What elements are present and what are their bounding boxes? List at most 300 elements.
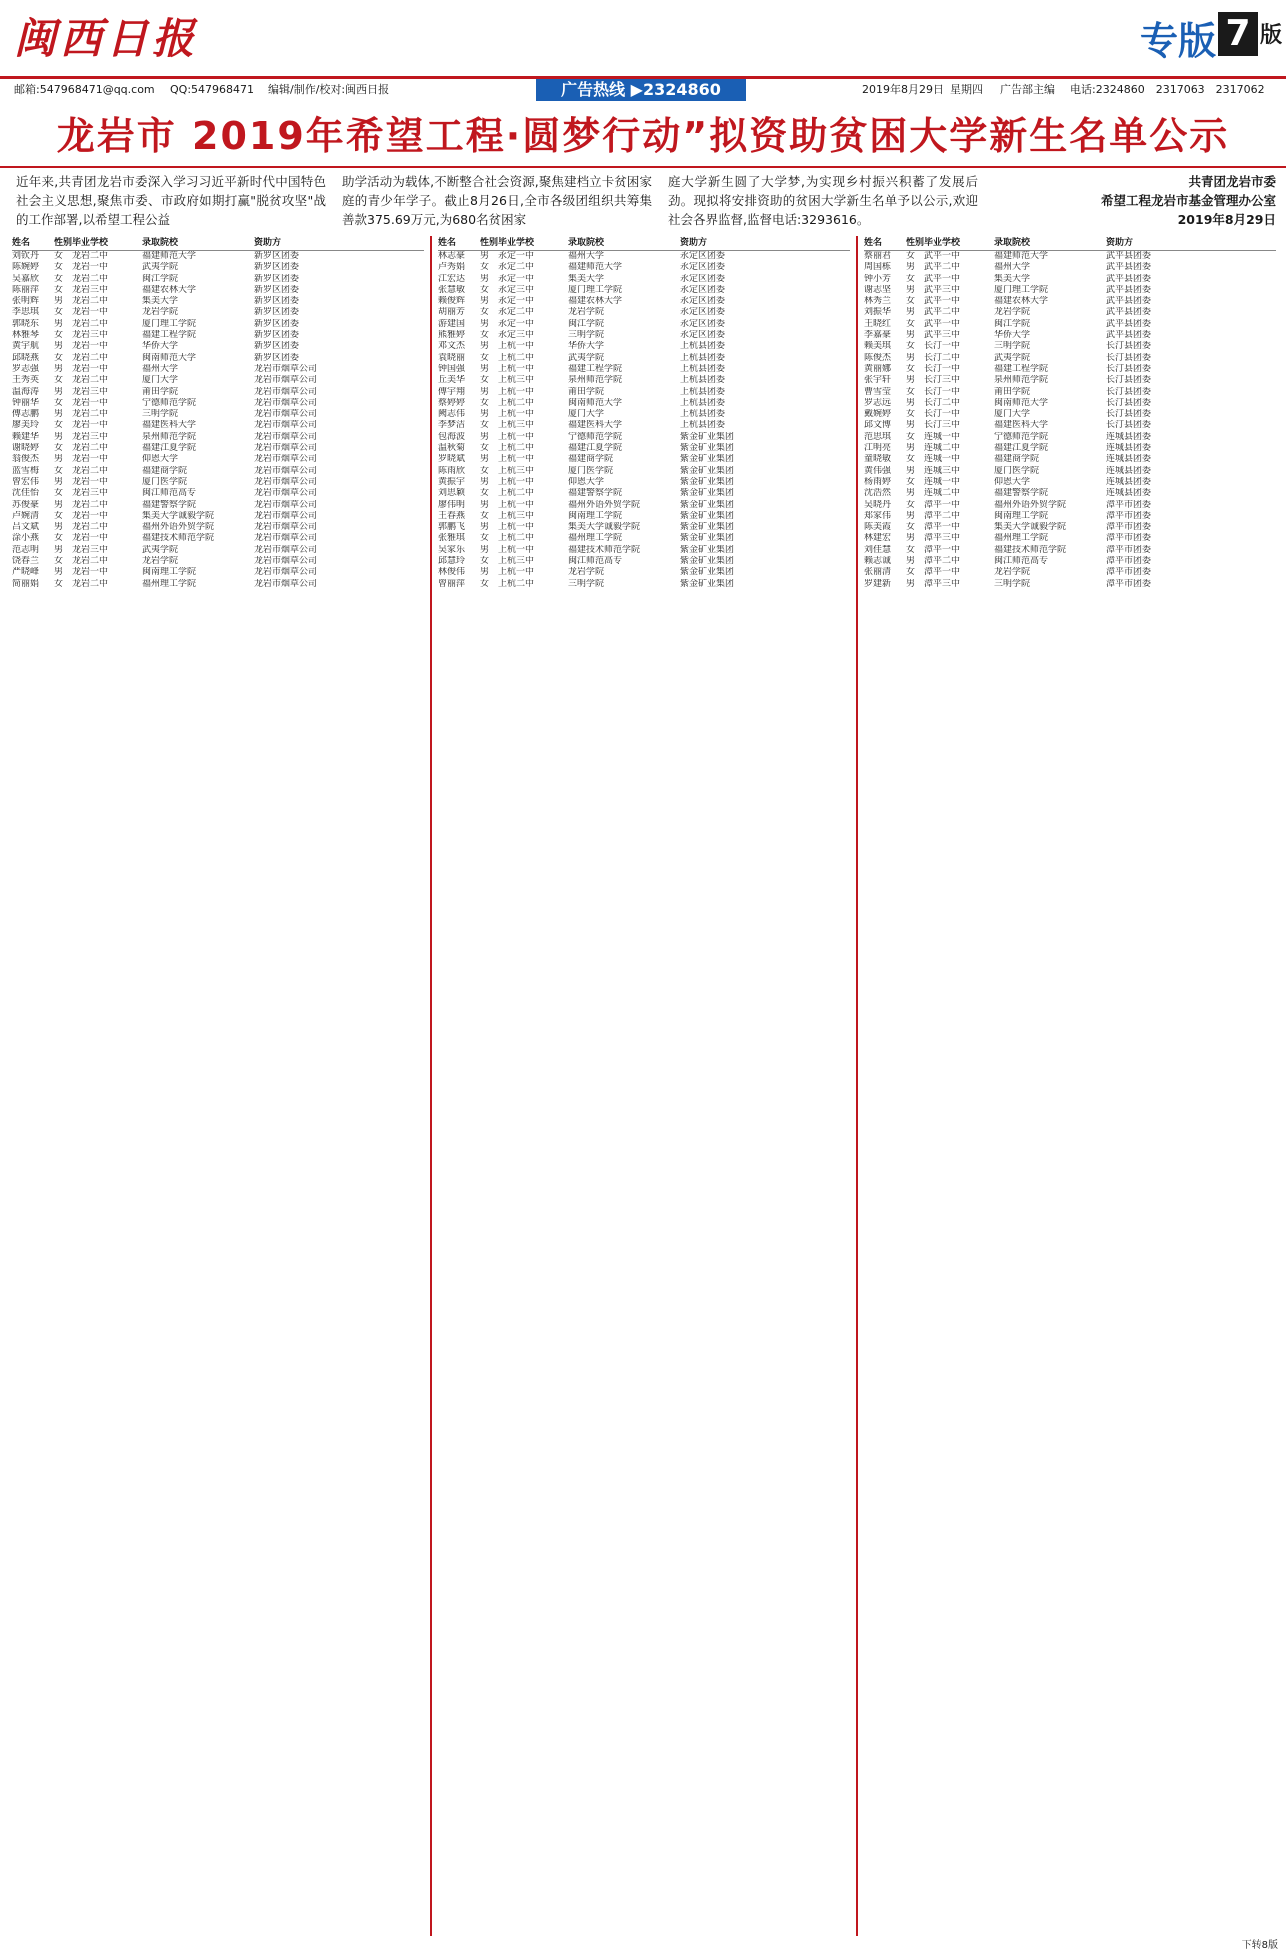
cell-univ: 福建医科大学 [568,420,623,431]
cell-school: 龙岩一中 [72,397,109,408]
cell-donor: 新罗区团委 [254,284,300,295]
cell-name: 罗志强 [12,363,40,374]
cell-univ: 仰恩大学 [568,476,605,487]
header-univ: 录取院校 [994,238,1031,248]
cell-donor: 紫金矿业集团 [680,556,735,567]
cell-donor: 龙岩市烟草公司 [254,363,318,374]
cell-donor: 紫金矿业集团 [680,465,735,476]
table-row [438,488,850,499]
cell-donor: 上杭县团委 [680,352,726,363]
cell-sex: 女 [906,522,916,533]
list-column-1 [12,236,424,1936]
cell-name: 曾宏伟 [12,476,40,487]
cell-name: 包海波 [438,431,466,442]
cell-school: 龙岩一中 [72,454,109,465]
cell-donor: 漳平市团委 [1106,510,1152,521]
cell-sex: 女 [54,307,64,318]
cell-donor: 新罗区团委 [254,296,300,307]
cell-univ: 福建警察学院 [568,488,623,499]
table-row [438,285,850,296]
cell-donor: 漳平市团委 [1106,499,1152,510]
table-row [864,398,1276,409]
cell-donor: 紫金矿业集团 [680,533,735,544]
table-row [12,432,424,443]
header-name: 姓名 [864,238,883,248]
table-row [864,285,1276,296]
cell-sex: 女 [54,488,64,499]
cell-school: 上杭三中 [498,375,535,386]
cell-name: 罗建新 [864,578,892,589]
cell-name: 李思琪 [12,307,40,318]
cell-donor: 上杭县团委 [680,420,726,431]
cell-school: 上杭三中 [498,510,535,521]
cell-school: 上杭一中 [498,544,535,555]
cell-school: 长汀三中 [924,375,961,386]
cell-donor: 龙岩市烟草公司 [254,386,318,397]
table-row [438,420,850,431]
table-row [438,251,850,262]
cell-name: 郭鹏飞 [438,522,466,533]
cell-univ: 龙岩学院 [142,307,179,318]
ad-label-text: 广告部主编 [1000,83,1055,96]
table-row [864,443,1276,454]
cell-donor: 连城县团委 [1106,454,1152,465]
cell-name: 黄伟强 [864,465,892,476]
cell-donor: 新罗区团委 [254,251,300,261]
cell-sex: 男 [906,375,916,386]
header-sex: 性别 [54,238,72,248]
cell-name: 林建宏 [864,533,892,544]
cell-donor: 龙岩市烟草公司 [254,544,318,555]
cell-name: 温海涛 [12,386,40,397]
table-header [438,236,850,251]
cell-name: 廖美玲 [12,420,40,431]
cell-sex: 女 [906,544,916,555]
cell-donor: 龙岩市烟草公司 [254,375,318,386]
cell-univ: 福州理工学院 [994,533,1049,544]
cell-school: 龙岩二中 [72,273,109,284]
cell-school: 龙岩三中 [72,386,109,397]
cell-univ: 龙岩学院 [142,556,179,567]
cell-sex: 女 [480,284,490,295]
cell-univ: 闽南理工学院 [568,510,623,521]
editor-text: 编辑/制作/校对:闽西日报 [268,83,390,96]
cell-school: 连城三中 [924,465,961,476]
cell-school: 武平三中 [924,284,961,295]
cell-name: 丘美华 [438,375,466,386]
cell-sex: 女 [54,556,64,567]
cell-donor: 连城县团委 [1106,488,1152,499]
cell-school: 漳平一中 [924,544,961,555]
cell-donor: 长汀县团委 [1106,375,1152,386]
cell-name: 饶春兰 [12,556,40,567]
cell-sex: 女 [906,499,916,510]
cell-school: 龙岩二中 [72,443,109,454]
cell-name: 张雅琪 [438,533,466,544]
table-row [864,296,1276,307]
cell-donor: 紫金矿业集团 [680,443,735,454]
cell-donor: 龙岩市烟草公司 [254,420,318,431]
cell-name: 范志明 [12,544,40,555]
cell-school: 龙岩一中 [72,510,109,521]
cell-school: 龙岩一中 [72,567,109,578]
cell-univ: 福建江夏学院 [568,443,623,454]
intro-paragraph-1: 近年来,共青团龙岩市委深入学习习近平新时代中国特色社会主义思想,聚焦市委、市政府如期打赢"脱贫攻坚"战的工作部署,以希望工程公益 [16,174,326,227]
cell-donor: 永定区团委 [680,318,726,329]
table-row [12,443,424,454]
cell-univ: 福建农林大学 [994,296,1049,307]
cell-univ: 福建技术师范学院 [994,544,1067,555]
cell-name: 刘钦丹 [12,251,40,261]
table-row [438,409,850,420]
table-row [12,330,424,341]
cell-sex: 男 [54,409,64,420]
cell-univ: 福建技术师范学院 [142,533,215,544]
cell-univ: 福建工程学院 [142,330,197,341]
cell-sex: 女 [54,533,64,544]
cell-sex: 男 [480,431,490,442]
cell-donor: 永定区团委 [680,296,726,307]
table-row [864,420,1276,431]
table-header [864,236,1276,251]
qq-text: QQ:547968471 [170,83,255,96]
cell-donor: 长汀县团委 [1106,352,1152,363]
cell-sex: 女 [480,510,490,521]
cell-donor: 紫金矿业集团 [680,578,735,589]
cell-name: 刘思颖 [438,488,466,499]
cell-school: 龙岩一中 [72,341,109,352]
cell-donor: 龙岩市烟草公司 [254,499,318,510]
cell-sex: 男 [480,476,490,487]
table-row [12,387,424,398]
header-donor: 资助方 [1106,238,1134,248]
cell-donor: 龙岩市烟草公司 [254,454,318,465]
cell-name: 刘佳慧 [864,544,892,555]
cell-sex: 女 [54,352,64,363]
cell-univ: 福州大学 [142,363,179,374]
cell-donor: 紫金矿业集团 [680,431,735,442]
cell-sex: 男 [54,454,64,465]
cell-univ: 集美大学 [994,273,1031,284]
cell-name: 李梦洁 [438,420,466,431]
table-row [12,556,424,567]
cell-donor: 龙岩市烟草公司 [254,510,318,521]
cell-school: 龙岩三中 [72,431,109,442]
cell-school: 武平二中 [924,307,961,318]
cell-school: 龙岩二中 [72,499,109,510]
cell-sex: 女 [906,409,916,420]
cell-school: 武平一中 [924,318,961,329]
cell-donor: 连城县团委 [1106,476,1152,487]
cell-donor: 永定区团委 [680,251,726,261]
cell-name: 苏俊豪 [12,499,40,510]
cell-sex: 女 [480,578,490,589]
cell-univ: 福建农林大学 [568,296,623,307]
table-row [864,341,1276,352]
cell-name: 蔡婷婷 [438,397,466,408]
cell-name: 赖建华 [12,431,40,442]
cell-donor: 武平县团委 [1106,307,1152,318]
cell-univ: 武夷学院 [568,352,605,363]
cell-name: 翁俊杰 [12,454,40,465]
cell-name: 林志豪 [438,251,466,261]
cell-name: 曾丽萍 [438,578,466,589]
page-number-badge: 7 [1218,12,1258,56]
table-row [438,511,850,522]
header-name: 姓名 [438,238,457,248]
cell-univ: 厦门大学 [142,375,179,386]
cell-sex: 女 [54,262,64,273]
cell-sex: 男 [54,522,64,533]
cell-school: 上杭二中 [498,533,535,544]
cell-sex: 男 [480,363,490,374]
cell-univ: 福建江夏学院 [994,443,1049,454]
cell-sex: 女 [480,556,490,567]
table-row [864,522,1276,533]
table-row [864,274,1276,285]
cell-sex: 男 [480,341,490,352]
cell-donor: 新罗区团委 [254,318,300,329]
cell-univ: 宁德师范学院 [568,431,623,442]
cell-univ: 闽南师范大学 [142,352,197,363]
table-row [12,466,424,477]
cell-name: 邱慧玲 [438,556,466,567]
cell-school: 连城一中 [924,476,961,487]
cell-donor: 漳平市团委 [1106,578,1152,589]
cell-univ: 龙岩学院 [994,567,1031,578]
cell-school: 连城二中 [924,443,961,454]
cell-name: 黄丽娜 [864,363,892,374]
cell-univ: 宁德师范学院 [142,397,197,408]
cell-univ: 三明学院 [142,409,179,420]
cell-school: 上杭一中 [498,522,535,533]
cell-sex: 男 [480,251,490,261]
cell-donor: 长汀县团委 [1106,341,1152,352]
cell-univ: 华侨大学 [994,330,1031,341]
cell-school: 上杭一中 [498,431,535,442]
table-row [438,556,850,567]
table-row [12,364,424,375]
cell-sex: 女 [906,567,916,578]
cell-school: 上杭二中 [498,578,535,589]
cell-sex: 女 [906,363,916,374]
cell-donor: 紫金矿业集团 [680,522,735,533]
cell-univ: 闽南理工学院 [994,510,1049,521]
cell-name: 傅志鹏 [12,409,40,420]
cell-name: 黄宇航 [12,341,40,352]
list-column-3 [864,236,1276,1936]
cell-donor: 龙岩市烟草公司 [254,409,318,420]
cell-name: 郑家伟 [864,510,892,521]
cell-school: 连城二中 [924,488,961,499]
cell-school: 漳平一中 [924,567,961,578]
cell-sex: 男 [906,488,916,499]
cell-school: 上杭二中 [498,488,535,499]
cell-univ: 集美大学诚毅学院 [994,522,1067,533]
cell-donor: 长汀县团委 [1106,386,1152,397]
cell-name: 罗志远 [864,397,892,408]
cell-donor: 龙岩市烟草公司 [254,443,318,454]
cell-sex: 女 [906,454,916,465]
cell-sex: 男 [480,567,490,578]
table-row [438,364,850,375]
cell-sex: 女 [906,386,916,397]
cell-school: 上杭一中 [498,341,535,352]
cell-donor: 龙岩市烟草公司 [254,578,318,589]
cell-name: 李嘉豪 [864,330,892,341]
cell-name: 赖美琪 [864,341,892,352]
cell-univ: 泉州师范学院 [568,375,623,386]
cell-univ: 三明学院 [568,578,605,589]
weekday-text: 星期四 [950,83,983,96]
cell-school: 龙岩二中 [72,296,109,307]
cell-univ: 厦门医学院 [994,465,1040,476]
cell-univ: 集美大学 [142,296,179,307]
cell-school: 永定一中 [498,273,535,284]
cell-sex: 男 [480,544,490,555]
cell-sex: 男 [906,578,916,589]
page-headline: 龙岩市 2019年希望工程·圆梦行动”拟资助贫困大学新生名单公示 [0,106,1286,168]
cell-univ: 福建医科大学 [994,420,1049,431]
cell-name: 袁晓丽 [438,352,466,363]
table-row [12,398,424,409]
cell-school: 上杭一中 [498,454,535,465]
cell-univ: 福州大学 [568,251,605,261]
table-row [438,477,850,488]
cell-sex: 男 [906,443,916,454]
cell-school: 上杭二中 [498,397,535,408]
table-row [12,488,424,499]
table-row [864,579,1276,590]
table-row [438,387,850,398]
cell-donor: 武平县团委 [1106,262,1152,273]
cell-donor: 上杭县团委 [680,409,726,420]
cell-univ: 福州理工学院 [142,578,197,589]
cell-school: 漳平二中 [924,556,961,567]
cell-sex: 女 [54,273,64,284]
cell-univ: 武夷学院 [994,352,1031,363]
cell-donor: 新罗区团委 [254,352,300,363]
cell-school: 武平一中 [924,273,961,284]
cell-sex: 男 [906,420,916,431]
header-donor: 资助方 [680,238,708,248]
cell-donor: 连城县团委 [1106,443,1152,454]
cell-name: 邓文杰 [438,341,466,352]
cell-name: 钟小芳 [864,273,892,284]
table-row [438,307,850,318]
cell-name: 赖俊辉 [438,296,466,307]
cell-donor: 上杭县团委 [680,397,726,408]
cell-school: 上杭三中 [498,465,535,476]
cell-name: 陈俊杰 [864,352,892,363]
cell-school: 漳平二中 [924,510,961,521]
masthead [0,0,1286,79]
cell-donor: 永定区团委 [680,330,726,341]
cell-univ: 泉州师范学院 [994,375,1049,386]
table-row [12,420,424,431]
cell-donor: 新罗区团委 [254,341,300,352]
cell-donor: 新罗区团委 [254,307,300,318]
cell-name: 杨雨婷 [864,476,892,487]
cell-school: 永定一中 [498,318,535,329]
cell-donor: 龙岩市烟草公司 [254,488,318,499]
cell-univ: 福建师范大学 [568,262,623,273]
table-row [864,251,1276,262]
cell-univ: 莆田学院 [568,386,605,397]
cell-donor: 长汀县团委 [1106,409,1152,420]
header-univ: 录取院校 [142,238,179,248]
cell-school: 连城一中 [924,454,961,465]
cell-sex: 女 [54,397,64,408]
header-school: 毕业学校 [498,238,535,248]
table-row [438,375,850,386]
cell-school: 龙岩二中 [72,465,109,476]
cell-univ: 闽南理工学院 [142,567,197,578]
cell-name: 郭晓东 [12,318,40,329]
table-row [12,579,424,590]
cell-sex: 女 [906,273,916,284]
cell-donor: 紫金矿业集团 [680,476,735,487]
cell-name: 廖伟明 [438,499,466,510]
cell-sex: 男 [480,273,490,284]
cell-univ: 福建工程学院 [994,363,1049,374]
cell-name: 罗晓斌 [438,454,466,465]
table-row [12,375,424,386]
cell-school: 龙岩二中 [72,556,109,567]
cell-univ: 三明学院 [994,341,1031,352]
cell-univ: 福州外语外贸学院 [994,499,1067,510]
cell-school: 上杭一中 [498,499,535,510]
cell-donor: 连城县团委 [1106,431,1152,442]
table-row [12,285,424,296]
cell-univ: 华侨大学 [142,341,179,352]
cell-school: 龙岩三中 [72,284,109,295]
cell-univ: 福建江夏学院 [142,443,197,454]
cell-sex: 女 [54,465,64,476]
cell-donor: 龙岩市烟草公司 [254,465,318,476]
cell-name: 陈美霞 [864,522,892,533]
cell-sex: 女 [480,262,490,273]
cell-name: 曹雪莹 [864,386,892,397]
cell-name: 卢婉清 [12,510,40,521]
table-row [438,545,850,556]
cell-name: 熊雅婷 [438,330,466,341]
cell-sex: 女 [54,443,64,454]
cell-school: 龙岩二中 [72,375,109,386]
cell-name: 张明辉 [12,296,40,307]
cell-donor: 武平县团委 [1106,296,1152,307]
table-row [864,364,1276,375]
cell-univ: 武夷学院 [142,262,179,273]
column-divider [856,236,858,1936]
cell-univ: 福建师范大学 [994,251,1049,261]
cell-school: 龙岩二中 [72,318,109,329]
cell-univ: 福州理工学院 [568,533,623,544]
cell-donor: 新罗区团委 [254,262,300,273]
table-row [438,454,850,465]
cell-donor: 武平县团委 [1106,318,1152,329]
cell-sex: 男 [54,431,64,442]
cell-univ: 武夷学院 [142,544,179,555]
cell-sex: 男 [54,567,64,578]
cell-name: 陈丽萍 [12,284,40,295]
intro-paragraph-2: 助学活动为载体,不断整合社会资源,聚焦建档立卡贫困家庭的青少年学子。截止8月26日,全市各级团组织共筹集善款375.69万元,为680名贫困家 [342,174,652,227]
cell-donor: 永定区团委 [680,273,726,284]
cell-sex: 女 [480,465,490,476]
cell-sex: 女 [54,578,64,589]
cell-name: 阙志伟 [438,409,466,420]
cell-univ: 莆田学院 [994,386,1031,397]
